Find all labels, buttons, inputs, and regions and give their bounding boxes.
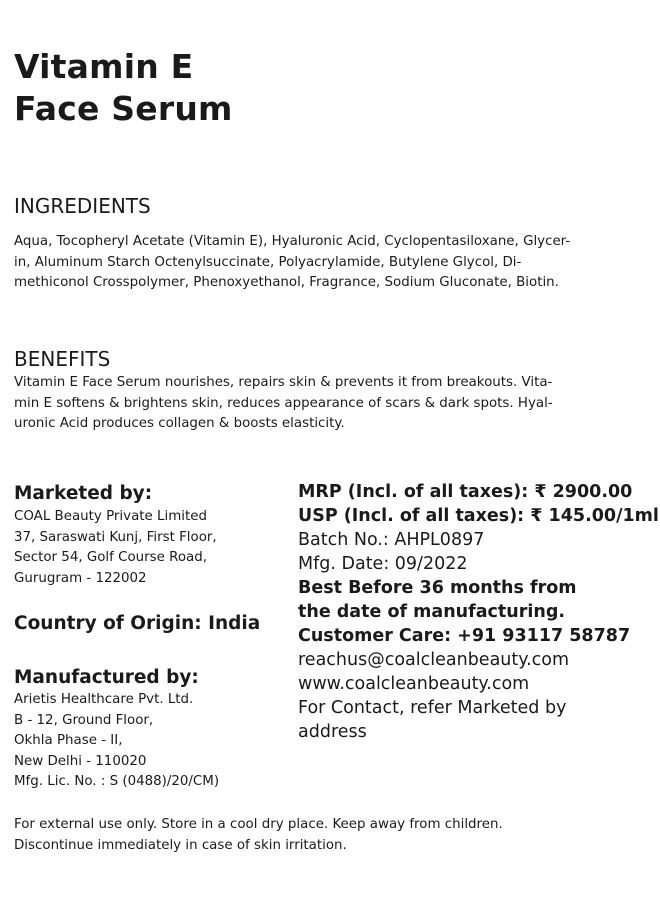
- address-line: New Delhi - 110020: [14, 753, 147, 769]
- country-of-origin: Country of Origin: India: [14, 613, 261, 634]
- license-number: Mfg. Lic. No. : S (0488)/20/CM): [14, 774, 220, 789]
- marketed-by-block: [14, 482, 294, 589]
- title-line-2: Face Serum: [14, 89, 233, 128]
- benefits-text: [14, 373, 644, 435]
- benefits-heading: BENEFITS: [14, 347, 111, 371]
- usp-price: USP (Incl. of all taxes): ₹ 145.00/1ml: [298, 506, 659, 526]
- best-before-line-1: Best Before 36 months from: [298, 578, 577, 598]
- warning-line-2: Discontinue immediately in case of skin irritation.: [14, 837, 347, 853]
- product-title: [14, 46, 233, 130]
- address-line: Sector 54, Golf Course Road,: [14, 550, 207, 565]
- ingredients-line: in, Aluminum Starch Octenylsuccinate, Polyacrylamide, Butylene Glycol, Di-: [14, 254, 522, 270]
- email-address: reachus@coalcleanbeauty.com: [298, 650, 570, 670]
- address-line: 37, Saraswati Kunj, First Floor,: [14, 529, 217, 545]
- address-line: COAL Beauty Private Limited: [14, 509, 207, 524]
- benefits-line: uronic Acid produces collagen & boosts elasticity.: [14, 416, 345, 431]
- marketed-by-label: Marketed by:: [14, 483, 153, 504]
- manufactured-by-label: Manufactured by:: [14, 667, 199, 688]
- contact-note-line-2: address: [298, 722, 367, 742]
- usage-warning: [14, 815, 503, 856]
- address-line: Okhla Phase - II,: [14, 733, 123, 748]
- title-line-1: Vitamin E: [14, 47, 194, 86]
- best-before-line-2: the date of manufacturing.: [298, 602, 566, 622]
- manufactured-by-block: [14, 666, 294, 793]
- manufacturing-date: Mfg. Date: 09/2022: [298, 554, 468, 574]
- ingredients-text: [14, 232, 644, 294]
- contact-note-line-1: For Contact, refer Marketed by: [298, 698, 567, 718]
- product-details: [298, 480, 659, 744]
- ingredients-line: methiconol Crosspolymer, Phenoxyethanol, Fragrance, Sodium Gluconate, Biotin.: [14, 275, 559, 290]
- mrp-price: MRP (Incl. of all taxes): ₹ 2900.00: [298, 482, 633, 502]
- ingredients-heading: INGREDIENTS: [14, 194, 151, 218]
- ingredients-line: Aqua, Tocopheryl Acetate (Vitamin E), Hyaluronic Acid, Cyclopentasiloxane, Glycer-: [14, 234, 571, 249]
- address-line: Gurugram - 122002: [14, 570, 147, 586]
- website-url: www.coalcleanbeauty.com: [298, 674, 530, 694]
- benefits-line: min E softens & brightens skin, reduces appearance of scars & dark spots. Hyal-: [14, 395, 553, 411]
- benefits-line: Vitamin E Face Serum nourishes, repairs skin & prevents it from breakouts. Vita-: [14, 375, 553, 390]
- marketed-by-address: [14, 507, 294, 589]
- warning-line-1: For external use only. Store in a cool dry place. Keep away from children.: [14, 817, 503, 832]
- address-line: B - 12, Ground Floor,: [14, 712, 154, 728]
- address-line: Arietis Healthcare Pvt. Ltd.: [14, 692, 194, 707]
- batch-number: Batch No.: AHPL0897: [298, 530, 485, 550]
- customer-care: Customer Care: +91 93117 58787: [298, 626, 631, 646]
- manufactured-by-address: [14, 690, 294, 793]
